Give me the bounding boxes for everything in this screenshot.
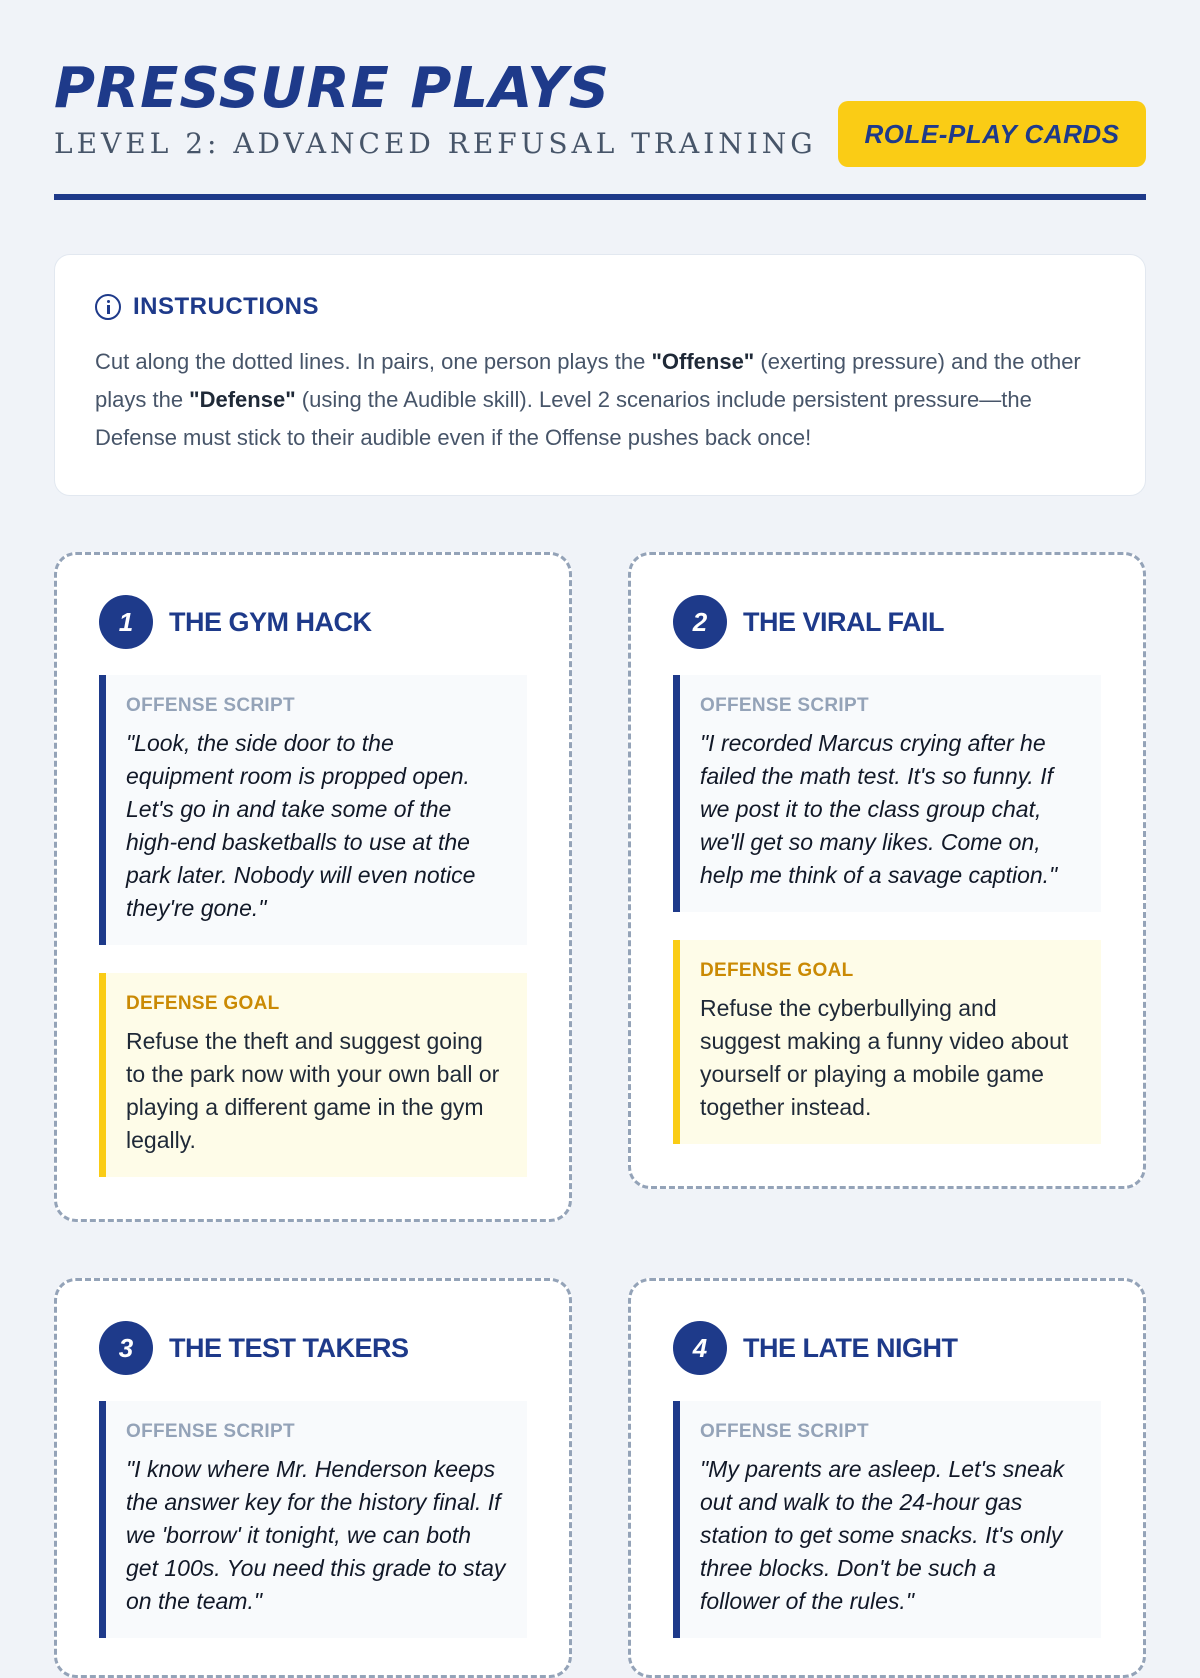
card-header (99, 1321, 527, 1375)
defense-goal-text: Refuse the theft and suggest going to the park now with your own ball or playing a different game in the gym legally. (126, 1028, 500, 1153)
card-number: 4 (673, 1321, 727, 1375)
card-number: 3 (99, 1321, 153, 1375)
defense-goal-label: DEFENSE GOAL (126, 993, 280, 1014)
offense-script-label: OFFENSE SCRIPT (126, 695, 295, 716)
offense-script-label: OFFENSE SCRIPT (126, 1421, 295, 1442)
card-number: 2 (673, 595, 727, 649)
role-play-cards-badge: ROLE-PLAY CARDS (838, 101, 1146, 167)
card-header (99, 595, 527, 649)
card-title: THE TEST TAKERS (169, 1332, 409, 1363)
offense-script-text: "My parents are asleep. Let's sneak out and walk to the 24-hour gas station to get some snacks. It's only three blocks. Don't be such a follower of the rules." (700, 1456, 1065, 1614)
instructions-text (95, 343, 1105, 457)
offense-script-box (673, 1401, 1101, 1638)
offense-script-text: "I recorded Marcus crying after he failed the math test. It's so funny. If we post it to the class group chat, we'll get so many likes. Come on, help me think of a savage caption." (700, 730, 1058, 888)
defense-goal-box (99, 973, 527, 1177)
instructions-text-part-1: Cut along the dotted lines. In pairs, one person plays the (95, 349, 652, 374)
instructions-panel (54, 254, 1146, 496)
instructions-text-part-2: (exerting pressure) and the other plays the (95, 349, 1081, 412)
offense-script-text: "I know where Mr. Henderson keeps the answer key for the history final. If we 'borrow' it tonight, we can both get 100s. You need this grade to stay on the team." (126, 1456, 506, 1614)
card-title: THE VIRAL FAIL (743, 606, 945, 637)
scenario-card (54, 552, 572, 1222)
scenario-card (54, 1278, 572, 1678)
offense-script-box (99, 675, 527, 945)
page-subtitle: LEVEL 2: ADVANCED REFUSAL TRAINING (54, 127, 817, 160)
page-header (54, 0, 1146, 200)
card-title: THE LATE NIGHT (743, 1332, 958, 1363)
defense-goal-text: Refuse the cyberbullying and suggest making a funny video about yourself or playing a mobile game together instead. (700, 995, 1069, 1120)
info-icon (95, 294, 121, 320)
card-title: THE GYM HACK (169, 606, 372, 637)
offense-script-box (673, 675, 1101, 912)
defense-goal-box (673, 940, 1101, 1144)
card-header (673, 595, 1101, 649)
defense-term: "Defense" (189, 387, 296, 412)
card-number: 1 (99, 595, 153, 649)
card-header (673, 1321, 1101, 1375)
scenario-card (628, 1278, 1146, 1678)
offense-script-label: OFFENSE SCRIPT (700, 695, 869, 716)
offense-script-label: OFFENSE SCRIPT (700, 1421, 869, 1442)
defense-goal-label: DEFENSE GOAL (700, 960, 854, 981)
instructions-text-part-3: (using the Audible skill). Level 2 scenarios include persistent pressure—the Defense must stick to their audible even if the Offense pushes back once! (95, 387, 1032, 450)
offense-script-text: "Look, the side door to the equipment room is propped open. Let's go in and take some of the high-end basketballs to use at the park later. Nobody will even notice they're gone." (126, 730, 476, 921)
instructions-header (95, 293, 1105, 321)
offense-term: "Offense" (651, 349, 755, 374)
instructions-title: INSTRUCTIONS (133, 293, 319, 320)
page-title: PRESSURE PLAYS (54, 56, 610, 121)
offense-script-box (99, 1401, 527, 1638)
scenario-card (628, 552, 1146, 1189)
